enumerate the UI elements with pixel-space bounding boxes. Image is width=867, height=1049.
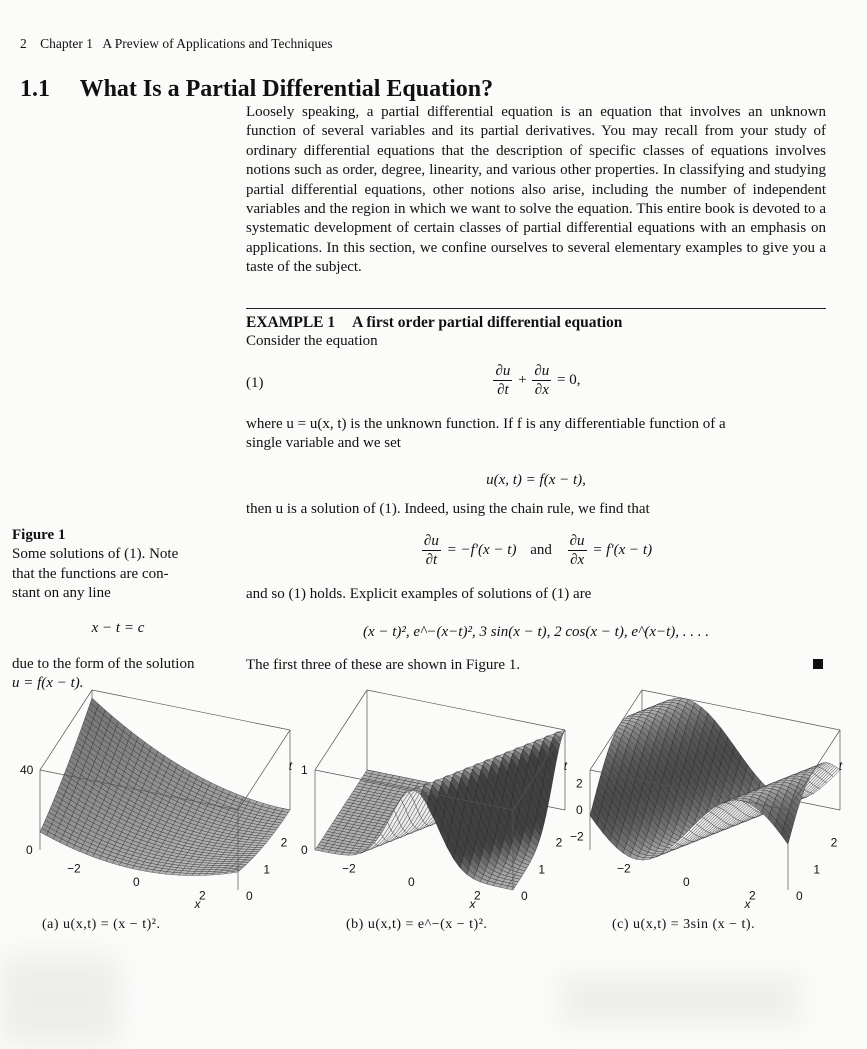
- t-axis-label: t: [838, 759, 843, 773]
- caption-line: stant on any line: [12, 585, 111, 602]
- caption-line: that the functions are con-: [12, 565, 169, 582]
- example-title: A first order partial differential equation: [352, 314, 623, 331]
- intro-paragraph: Loosely speaking, a partial differential equation is an equation that involves an unknown function of several variables and its partial derivatives. You may recall from your study of ordinary differential equations that the description of specific classes of equations involves notions such as order, degree, linearity, and various other properties. In classifying and studying partial differential equations, other notions also arise, including the number of independent variables and the region in which we want to solve the equation. This entire book is devoted to a systematic development of certain classes of partial differential equations with an emphasis on applications. In this section, we confine ourselves to several elementary examples to give you a taste of the subject.: [246, 104, 826, 276]
- x-tick-label: 2: [749, 888, 756, 903]
- and-word: and: [530, 542, 552, 558]
- equation-number: (1): [246, 375, 264, 391]
- fraction: [422, 532, 441, 569]
- x-tick-label: −2: [342, 861, 356, 876]
- caption-line: Some solutions of (1). Note: [12, 546, 179, 563]
- x-tick-label: −2: [67, 861, 81, 876]
- example-label: EXAMPLE 1: [246, 314, 336, 331]
- then-text: then u is a solution of (1). Indeed, using the chain rule, we find that: [246, 501, 650, 517]
- example-rule: [246, 308, 826, 309]
- running-head: [20, 36, 333, 52]
- x-tick-label: 2: [199, 888, 206, 903]
- z-tick-label: 1: [301, 763, 308, 777]
- panel-caption-b: (b) u(x,t) = e^−(x − t)².: [346, 917, 488, 932]
- numerator: ∂u: [423, 533, 439, 549]
- denominator: ∂x: [570, 552, 585, 568]
- equation-1: [246, 362, 826, 399]
- equation-rhs: = 0,: [557, 372, 581, 388]
- t-tick-label: 0: [521, 889, 528, 903]
- scan-shadow: [0, 955, 120, 1045]
- where-text-1: where u = u(x, t) is the unknown function. If f is any differentiable function of a: [246, 416, 726, 432]
- page-number: 2: [20, 36, 27, 51]
- x-tick-label: 2: [474, 888, 481, 903]
- box-edge: [238, 730, 290, 810]
- scan-shadow: [560, 975, 800, 1025]
- t-tick-label: 0: [246, 889, 253, 903]
- numerator: ∂u: [569, 533, 585, 549]
- section-heading: [20, 76, 493, 103]
- z-tick-label: 0: [301, 843, 308, 857]
- x-axis-label: x: [469, 897, 476, 911]
- surface-patch: [256, 845, 264, 847]
- caption-line: due to the form of the solution: [12, 656, 195, 672]
- x-tick-label: 0: [408, 875, 415, 889]
- surface-patch: [257, 843, 265, 845]
- z-tick-label: 0: [26, 843, 33, 857]
- surface-plot-b: [285, 700, 568, 911]
- andso-text: and so (1) holds. Explicit examples of solutions of (1) are: [246, 586, 592, 602]
- denominator: ∂x: [534, 382, 549, 398]
- t-tick-label: 1: [263, 862, 271, 877]
- t-tick-label: 1: [813, 862, 821, 877]
- t-axis-label: t: [288, 759, 293, 773]
- equation-rhs: = −f′(x − t): [446, 542, 517, 558]
- panel-caption-a: (a) u(x,t) = (x − t)².: [42, 917, 161, 932]
- first-three-text: The first three of these are shown in Figure 1.: [246, 657, 521, 673]
- panel-caption-c: (c) u(x,t) = 3sin (x − t).: [612, 917, 756, 932]
- caption-line: u = f(x − t).: [12, 675, 84, 692]
- t-tick-label: 2: [555, 835, 563, 850]
- consider-text: Consider the equation: [246, 333, 378, 349]
- example-heading: [246, 314, 622, 332]
- denominator: ∂t: [497, 382, 509, 398]
- chapter-title: Chapter 1 A Preview of Applications and Techniques: [40, 36, 333, 51]
- z-tick-label: 40: [20, 763, 34, 777]
- surface-plot-c: [560, 700, 843, 911]
- plus-sign: +: [518, 372, 527, 388]
- z-tick-label: 2: [576, 776, 583, 791]
- end-of-example-mark: [813, 659, 823, 669]
- figure-caption: [12, 526, 224, 604]
- denominator: ∂t: [425, 552, 438, 568]
- t-tick-label: 1: [538, 862, 546, 877]
- section-number: 1.1: [20, 76, 50, 102]
- t-tick-label: 2: [830, 835, 838, 850]
- t-axis-label: t: [563, 759, 568, 773]
- examples-equation: (x − t)², e^−(x−t)², 3 sin(x − t), 2 cos(x − t), e^(x−t), . . . .: [362, 624, 710, 640]
- x-axis-label: x: [744, 897, 751, 911]
- equation-rhs: = f′(x − t): [592, 542, 653, 558]
- t-tick-label: 0: [796, 889, 803, 903]
- figure-caption-end: [12, 655, 224, 694]
- fraction: [493, 362, 512, 399]
- solution-equation: u(x, t) = f(x − t),: [486, 472, 586, 488]
- surface-patch: [254, 847, 262, 849]
- fraction: [532, 362, 551, 399]
- z-tick-label: −2: [570, 829, 584, 844]
- numerator: ∂u: [534, 363, 550, 379]
- surface-plot-a: [10, 700, 293, 911]
- fraction: [568, 532, 587, 569]
- box-edge: [367, 690, 565, 730]
- x-tick-label: 0: [683, 875, 690, 889]
- x-tick-label: 0: [133, 875, 140, 889]
- where-text-2: single variable and we set: [246, 435, 401, 451]
- box-edge: [315, 690, 367, 770]
- z-tick-label: 0: [576, 803, 583, 817]
- surface-patch: [252, 850, 260, 852]
- x-tick-label: −2: [617, 861, 631, 876]
- x-axis-label: x: [194, 897, 201, 911]
- t-tick-label: 2: [280, 835, 288, 850]
- figure-title: Figure 1: [12, 527, 66, 543]
- caption-line-equation: x − t = c: [91, 620, 145, 636]
- numerator: ∂u: [495, 363, 511, 379]
- derivative-equation: [246, 532, 826, 569]
- section-title: What Is a Partial Differential Equation?: [79, 76, 494, 102]
